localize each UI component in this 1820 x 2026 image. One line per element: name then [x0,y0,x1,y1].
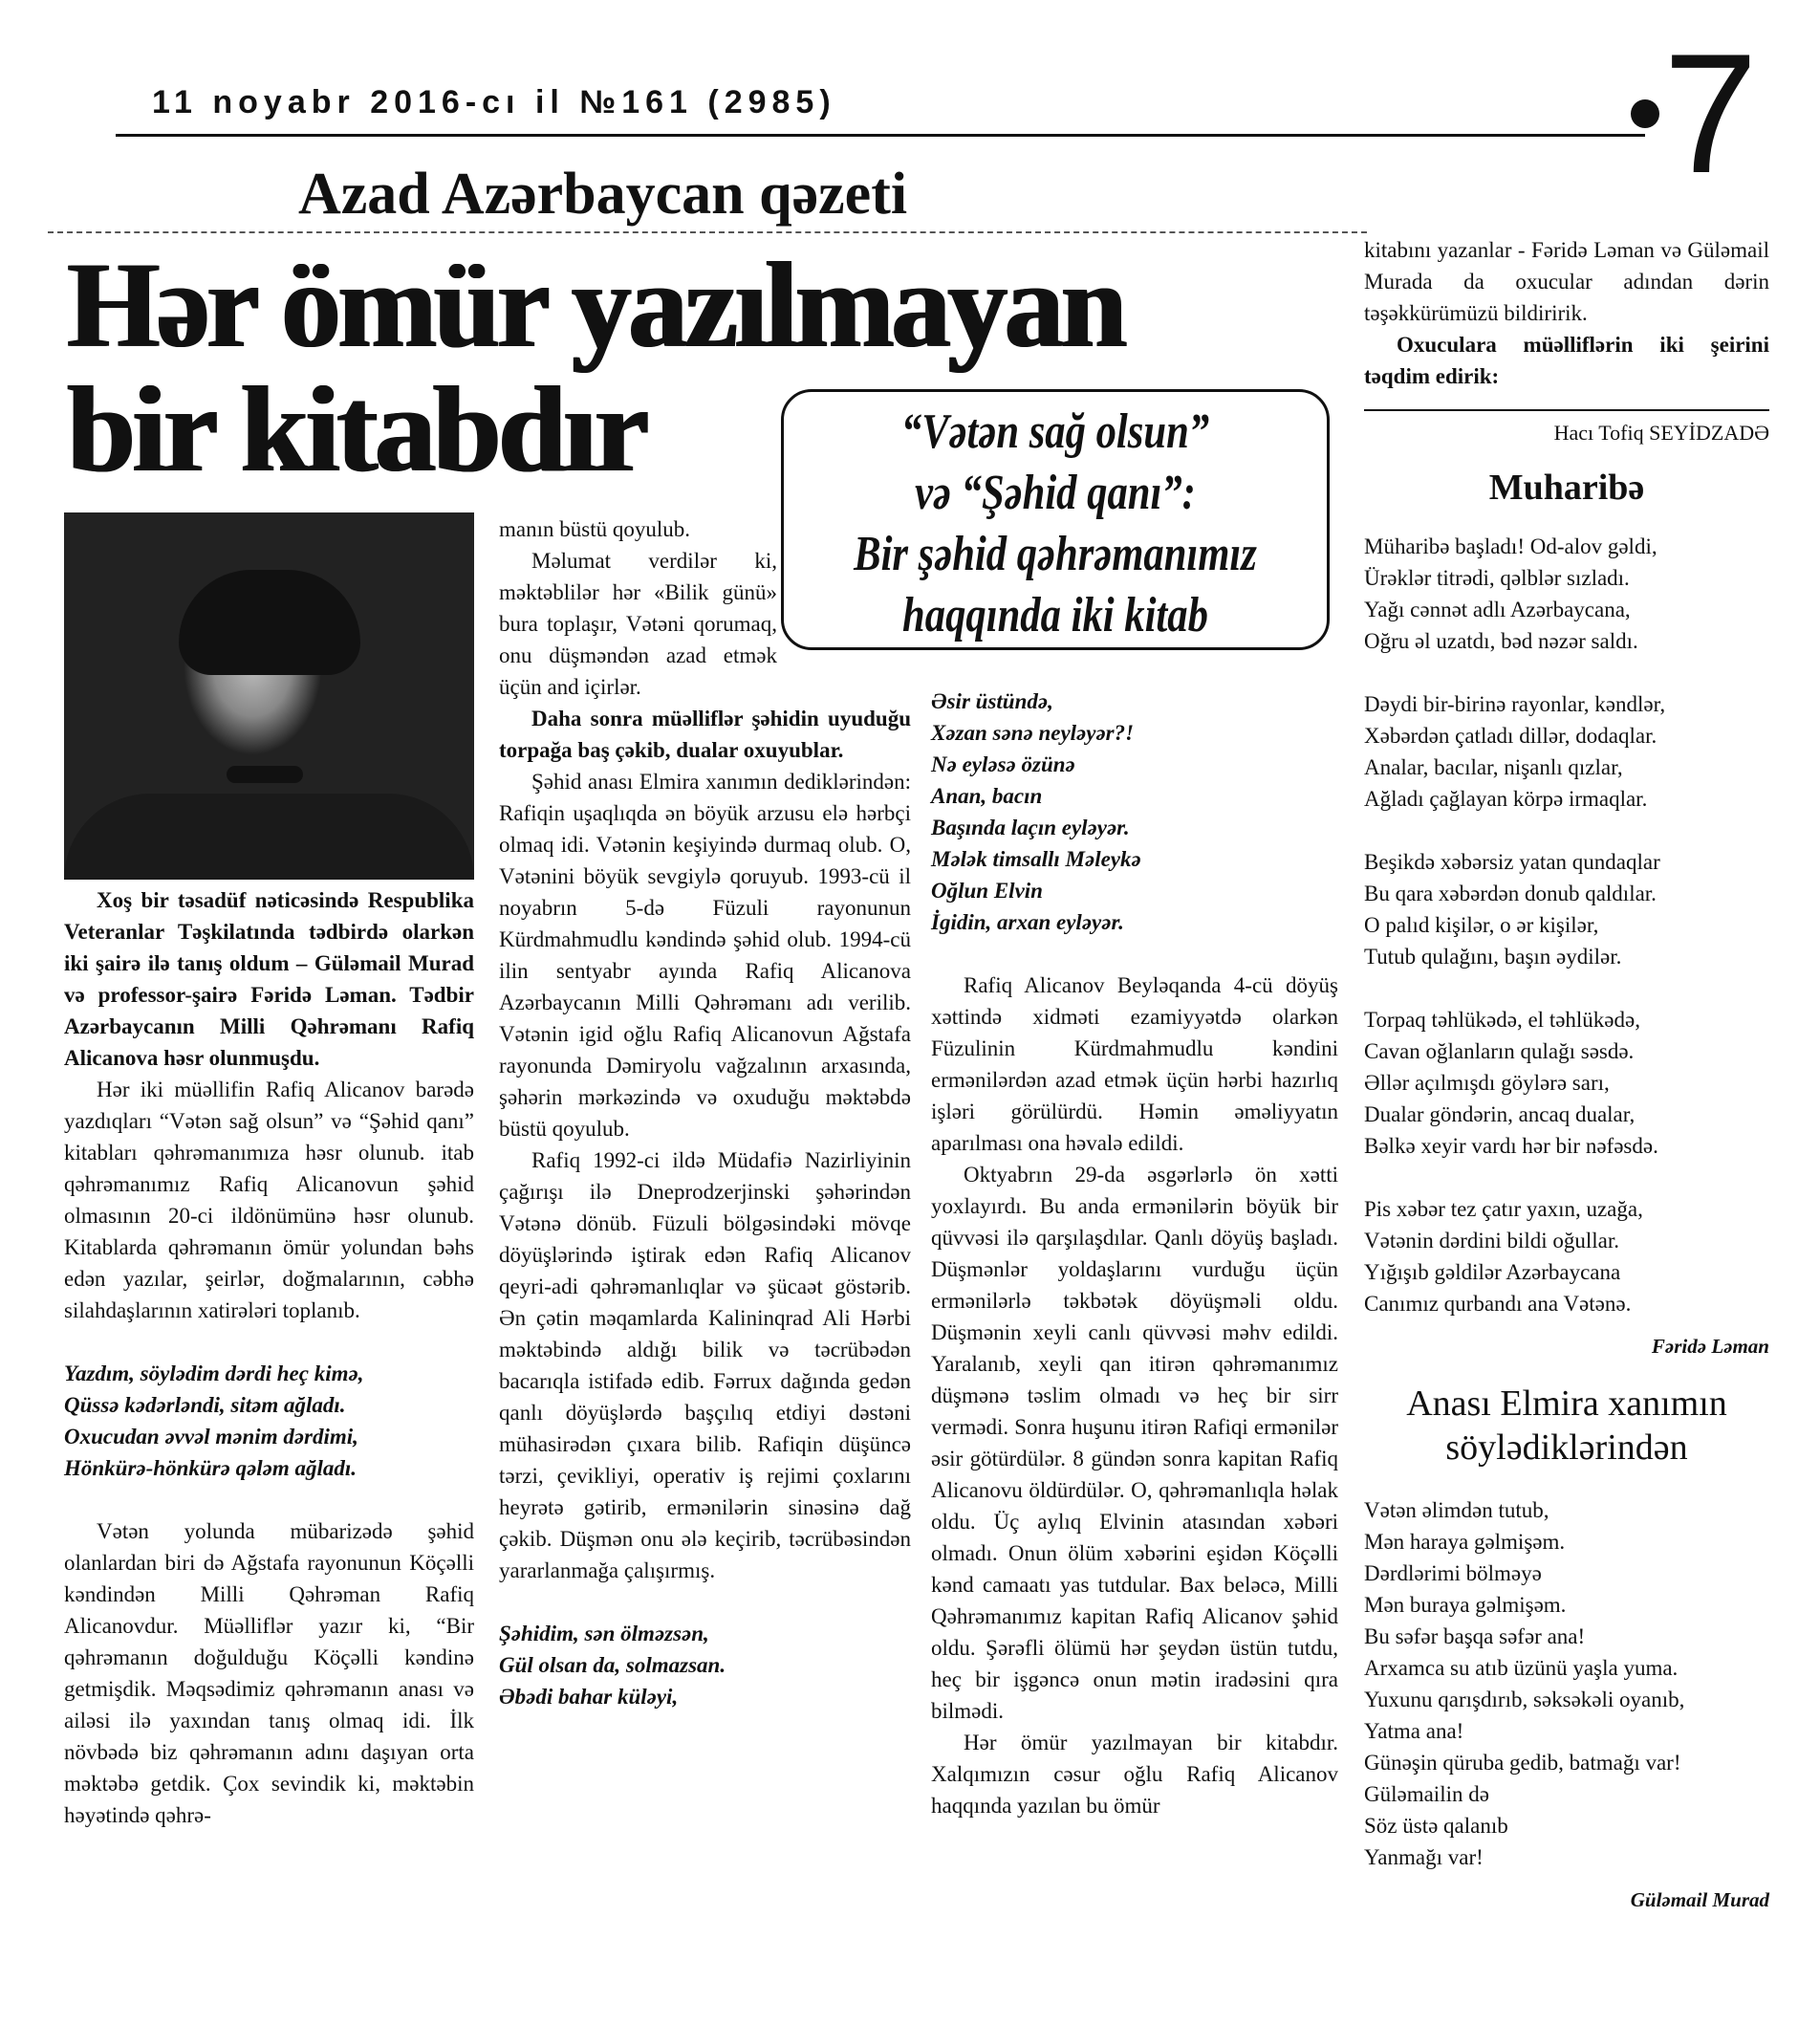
paragraph: Oktyabrın 29-da əsgərlərlə ön xətti yoxlayırdı. Bu anda ermənilərin böyük bir qüvvəsi ilə qarşılaşdılar. Qanlı döyüş başladı. Düşmənlər yoldaşlarını vurduğu üçün ermənilərlə təkbətək döyüşməli oldu. Düşmənin xeyli canlı qüvvəsi məhv edildi. Yaralanıb, xeyli qan itirən qəhrəmanımız düşmənə təslim olmadı və heç bir sirr vermədi. Sonra huşunu itirən Rafiqi ermənilər əsir götürdülər. 8 gündən sonra kapitan Rafiq Alicanovu öldürdülər. O, qəhrəmanlıqla həlak oldu. Üç aylıq Elvinin atasından xəbəri olmadı. Onun ölüm xəbərini eşidən Köçəlli kənd camaatı yas tutdular. Bax beləcə, Milli Qəhrəmanımız kapitan Rafiq Alicanov şəhid oldu. Şərəfli ölümü hər şeydən üstün tutdu, heç bir işgəncə onun mətin iradəsini qıra bilmədi. [931,1163,1338,1723]
header-rule [116,134,1645,137]
poem-title: Muharibə [1488,468,1645,508]
subheadline-line: “Vətən sağ olsun” [900,404,1210,459]
poem-line: Cavan oğlanların qulağı səsdə. [1364,1039,1635,1063]
poem-line: Dəydi bir-birinə rayonlar, kəndlər, [1364,692,1666,716]
poem-line: Nə eyləsə özünə [931,752,1075,776]
poem-line: Oxucudan əvvəl mənim dərdimi, [64,1425,358,1449]
divider [1364,409,1769,411]
poem-line: Pis xəbər tez çatır yaxın, uzağa, [1364,1197,1643,1221]
paragraph: Rafiq Alicanov Beyləqanda 4-cü döyüş xəttində xidməti ezamiyyətdə olarkən Füzulinin Kürdmahmudlu kəndini ermənilərdən azad etmək üçün hərbi hazırlıq işləri görülürdü. Həmin əməliyyatın aparılması ona həvalə edildi. [931,973,1338,1155]
newspaper-name: Azad Azərbaycan qəzeti [298,162,908,227]
poem-line: Analar, bacılar, nişanlı qızlar, [1364,755,1623,779]
paragraph: Vətən yolunda mübarizədə şəhid olanlardan biri də Ağstafa rayonunun Köçəlli kəndindən Milli Qəhrəman Rafiq Alicanovdur. Müəlliflər yazır ki, “Bir qəhrəmanın doğulduğu Köçəlli kəndinə getmişdik. Məqsədimiz qəhrəmanın anası və ailəsi ilə yaxından tanış olmaq idi. İlk növbədə biz qəhrəmanın adını daşıyan orta məktəbə getdik. Çox sevindik ki, məktəbin həyətində qəhrə- [64,1519,474,1827]
subheadline-line: haqqında iki kitab [902,588,1208,643]
poem-line: Yığışıb gəldilər Azərbaycana [1364,1260,1621,1284]
poem-line: Yağı cənnət adlı Azərbaycana, [1364,598,1631,621]
subheadline-line: Bir şəhid qəhrəmanımız [854,527,1257,581]
paragraph: Oxuculara müəlliflərin iki şeirini təqdim edirik: [1364,333,1769,388]
paragraph: Daha sonra müəlliflər şəhidin uyuduğu torpağa baş çəkib, dualar oxuyublar. [499,707,911,762]
byline: Hacı Tofiq SEYİDZADƏ [1553,421,1769,445]
poem-line: Bu səfər başqa səfər ana! [1364,1624,1586,1648]
dashed-divider [48,231,1367,233]
paragraph: manın büstü qoyulub. [499,517,690,541]
portrait-photo [64,512,474,880]
article-column-1 [64,884,474,1831]
paragraph: Şəhid anası Elmira xanımın dediklərindən: Rafiqin uşaqlıqda ən böyük arzusu elə hərbçi olmaq idi. Vətənin keşiyində durmaq olub. O, Vətənini böyük sevgiylə qoruyub. 1993-cü il noyabrın 5-də Füzuli rayonunun Kürdmahmudlu kəndində şəhid olub. 1994-cü ilin sentyabr ayında Rafiq Alicanova Azərbaycanın Milli Qəhrəmanı adı verilib. Vətənin igid oğlu Rafiq Alicanovun Ağstafa rayonunda Dəmiryolu vağzalının arxasında, şəhərin mərkəzində və oxuduğu məktəbdə büstü qoyulub. [499,770,911,1141]
paragraph: Hər iki müəllifin Rafiq Alicanov barədə yazdıqları “Vətən sağ olsun” və “Şəhid qanı” kitabları qəhrəmanımıza həsr olunub. itab qəhrəmanımız Rafiq Alicanovun şəhid olmasının 20-ci ildönümünə həsr olunub. Kitablarda qəhrəmanın ömür yolundan bəhs edən yazılar, şeirlər, doğmalarının, cəbhə silahdaşlarının xatirələri toplanıb. [64,1078,474,1322]
poem-line: Canımız qurbandı ana Vətənə. [1364,1292,1632,1316]
poem-muharibe [1364,531,1769,1319]
poem-line: Ürəklər titrədi, qəlblər sızladı. [1364,566,1630,590]
poem-line: Müharibə başladı! Od-alov gəldi, [1364,534,1658,558]
poem-signature: Fəridə Ləman [1651,1335,1769,1358]
poem-line: Əllər açılmışdı göylərə sarı, [1364,1071,1610,1095]
poem-signature: Güləmail Murad [1630,1888,1769,1911]
poem-line: Yuxunu qarışdırıb, səksəkəli oyanıb, [1364,1688,1685,1711]
poem-line: Beşikdə xəbərsiz yatan qundaqlar [1364,850,1660,874]
poem-line: Güləmailin də [1364,1782,1489,1806]
poem-line: Mən buraya gəlmişəm. [1364,1593,1567,1617]
article-column-2 [499,513,911,1712]
poem-line: Qüssə kədərləndi, sitəm ağladı. [64,1393,346,1417]
poem-line: Tutub qulağını, başın əydilər. [1364,945,1622,969]
poem-title: Anası Elmira xanımın söylədiklərindən [1406,1383,1727,1468]
poem-line: Bu qara xəbərdən donub qaldılar. [1364,882,1657,905]
article-column-3 [931,686,1338,1821]
poem-line: Torpaq təhlükədə, el təhlükədə, [1364,1008,1640,1032]
poem-line: Xəzan sənə neyləyər?! [931,721,1135,745]
poem-line: Dualar göndərin, ancaq dualar, [1364,1102,1636,1126]
poem-line: Yatma ana! [1364,1719,1464,1743]
poem-line: Yanmağı var! [1364,1845,1484,1869]
poem-line: Xəbərdən çatladı dillər, dodaqlar. [1364,724,1658,748]
subheadline-line: və “Şəhid qanı”: [915,466,1196,520]
poem-line: Ağladı çağlayan körpə irmaqlar. [1364,787,1648,811]
poem-anasi [1364,1494,1769,1873]
paragraph: Hər ömür yazılmayan bir kitabdır. Xalqımızın cəsur oğlu Rafiq Alicanov haqqında yazılan bu ömür [931,1731,1338,1818]
page-number: 7 [1663,18,1758,208]
issue-date: 11 noyabr 2016-cı il №161 (2985) [152,84,836,120]
intro-paragraph: Xoş bir təsadüf nəticəsində Respublika Veteranlar Təşkilatında tədbirdə olarkən iki şairə ilə tanış oldum – Güləmail Murad və professor-şairə Fəridə Ləman. Tədbir Azərbaycanın Milli Qəhrəmanı Rafiq Alicanova həsr olunmuşdu. [64,888,474,1070]
poem-line: Əsir üstündə, [931,689,1053,713]
article-column-4 [1364,234,1769,1916]
poem-line: İgidin, arxan eyləyər. [931,910,1124,934]
poem-line: Mən haraya gəlmişəm. [1364,1530,1566,1554]
poem-line: Arxamca su atıb üzünü yaşla yuma. [1364,1656,1679,1680]
poem-line: Dərdlərimi bölməyə [1364,1561,1542,1585]
poem-line: Söz üstə qalanıb [1364,1814,1508,1838]
paragraph: Rafiq 1992-ci ildə Müdafiə Nazirliyinin çağırışı ilə Dneprodzerjinski şəhərindən Vətənə dönüb. Füzuli bölgəsindəki mövqe döyüşlərində iştirak edən Rafiq Alicanov qeyri-adi qəhrəmanlıqlar və şücaət göstərib. Ən çətin məqamlarda Kalininqrad Ali Hərbi məktəbində aldığı bilik və təcrübədən bacarıqla istifadə edib. Fərrux dağında gedən qanlı döyüşlərdə başçılıq etdiyi dəstəni mühasirədən çıxara bilib. Rafiqin düşüncə tərzi, çevikliyi, operativ iş rejimi çoxlarını heyrətə gətirib, ermənilərin sinəsinə dağ çəkib. Düşmən onu ələ keçirib, təcrübəsindən yararlanmağa çalışırmış. [499,1148,911,1582]
poem-line: Vətən əlimdən tutub, [1364,1498,1549,1522]
paragraph: Məlumat verdilər ki, məktəblilər hər «Bilik günü» bura toplaşır, Vətəni qorumaq, onu düşməndən azad etmək üçün and içirlər. [499,549,777,699]
headline-line-2: bir kitabdır [67,361,646,497]
poem-line: Gül olsan da, solmazsan. [499,1653,726,1677]
poem-line: Oğru əl uzatdı, bəd nəzər saldı. [1364,629,1638,653]
bullet-icon [1631,99,1659,128]
poem-line: Günəşin qüruba gedib, batmağı var! [1364,1751,1681,1775]
poem-line: Əbədi bahar küləyi, [499,1685,679,1709]
poem-line: Bəlkə xeyir vardı hər bir nəfəsdə. [1364,1134,1658,1158]
paragraph: kitabını yazanlar - Fəridə Ləman və Güləmail Murada da oxucular adından dərin təşəkkürümüzü bildiririk. [1364,238,1769,325]
poem-line: Hönkürə-hönkürə qələm ağladı. [64,1456,358,1480]
poem-line: Anan, bacın [931,784,1043,808]
poem-line: Mələk timsallı Məleykə [931,847,1141,871]
poem-line: Vətənin dərdini bildi oğullar. [1364,1229,1620,1253]
poem-line: Oğlun Elvin [931,879,1043,903]
poem-line: Şəhidim, sən ölməzsən, [499,1622,709,1645]
headline-line-1: Hər ömür yazılmayan [67,237,1124,373]
poem-line: O palıd kişilər, o ər kişilər, [1364,913,1599,937]
poem-line: Başında laçın eyləyər. [931,816,1130,839]
poem-line: Yazdım, söylədim dərdi heç kimə, [64,1362,364,1385]
